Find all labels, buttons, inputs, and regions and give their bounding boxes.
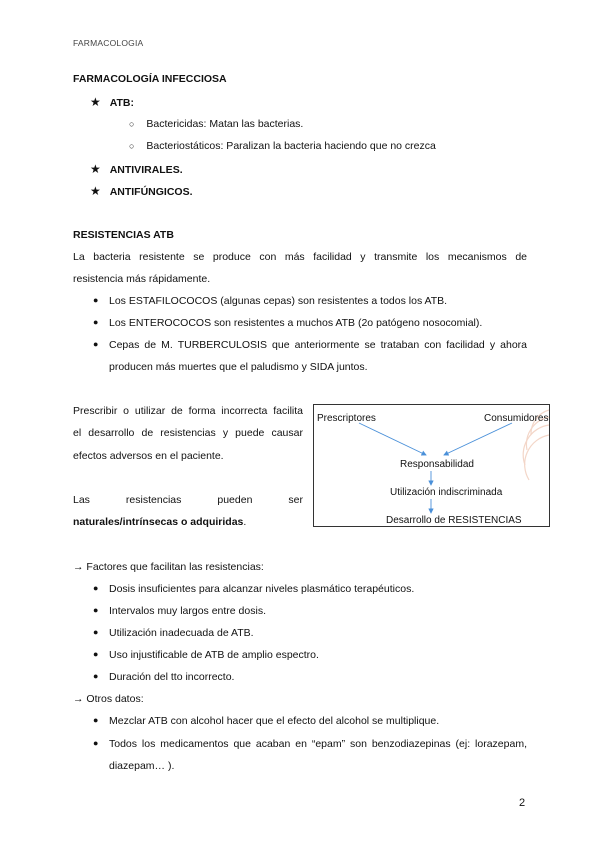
atb-item [90,95,134,109]
diagram-label-utilizacion: Utilización indiscriminada [390,487,503,498]
bullet-dot-icon: ● [93,738,99,748]
list-item [129,118,303,130]
paragraph-line: resistencia más rápidamente. [73,273,211,285]
list-item-text: Todos los medicamentos que acaban en “epam” son benzodiazepinas (ej: lorazepam, [109,738,527,750]
bullet-dot-icon: ● [93,671,99,681]
list-item-text: Cepas de M. TURBERCULOSIS que anteriormente se trataban con facilidad y ahora [109,339,527,351]
paragraph-line: La bacteria resistente se produce con más facilidad y transmite los mecanismos de [73,251,527,263]
antivirales-item [90,162,183,176]
list-item-text: producen más muertes que el paludismo y SIDA juntos. [109,361,368,373]
resistance-diagram [313,404,550,527]
list-item-text: Utilización inadecuada de ATB. [109,627,254,639]
page-number: 2 [519,797,526,809]
factores-heading: → Factores que facilitan las resistencias: [73,561,264,573]
side-text-line: Las resistencias pueden ser [73,494,303,506]
side-text-bold: naturales/intrínsecas o adquiridas [73,516,244,528]
arrow-consumidores [444,423,512,455]
section-title-resistencias: RESISTENCIAS ATB [73,229,174,241]
side-text-line [73,516,246,528]
bullet-dot-icon: ● [93,583,99,593]
antifungicos-item [90,184,193,198]
atb-label: ATB: [109,97,134,109]
section-title-farmacologia: FARMACOLOGÍA INFECCIOSA [73,73,227,85]
side-text-line: el desarrollo de resistencias y puede causar [73,427,303,439]
list-item-text: Bacteriostáticos: Paralizan la bacteria haciendo que no crezca [146,140,436,152]
star-bullet-icon: ★ [90,184,101,198]
list-item-text: Intervalos muy largos entre dosis. [109,605,266,617]
list-item-text: Duración del tto incorrecto. [109,671,235,683]
list-item-text: Los ESTAFILOCOCOS (algunas cepas) son resistentes a todos los ATB. [109,295,448,307]
list-item-text: Los ENTEROCOCOS son resistentes a muchos ATB (2o patógeno nosocomial). [109,317,483,329]
star-bullet-icon: ★ [90,95,101,109]
star-bullet-icon: ★ [90,162,101,176]
list-item [129,140,436,152]
bullet-dot-icon: ● [93,295,99,305]
page-header: FARMACOLOGIA [73,38,144,48]
bullet-dot-icon: ● [93,649,99,659]
circle-bullet-icon: ○ [129,141,135,151]
side-text-tail: . [243,516,247,528]
bullet-dot-icon: ● [93,605,99,615]
list-item-text: Uso injustificable de ATB de amplio espectro. [109,649,319,661]
bullet-dot-icon: ● [93,715,99,725]
bullet-dot-icon: ● [93,317,99,327]
bullet-dot-icon: ● [93,339,99,349]
diagram-label-desarrollo: Desarrollo de RESISTENCIAS [386,515,522,526]
list-item-text: diazepam… ). [109,760,175,772]
list-item-text: Bactericidas: Matan las bacterias. [146,118,304,130]
side-text-line: efectos adversos en el paciente. [73,450,224,462]
antivirales-label: ANTIVIRALES. [109,164,183,176]
list-item-text: Dosis insuficientes para alcanzar niveles plasmático terapéuticos. [109,583,415,595]
antifungicos-label: ANTIFÚNGICOS. [109,186,193,198]
diagram-label-responsabilidad: Responsabilidad [400,459,474,470]
arrow-prescriptores [359,423,426,455]
bullet-dot-icon: ● [93,627,99,637]
diagram-label-prescriptores: Prescriptores [317,413,376,424]
diagram-label-consumidores: Consumidores [484,413,549,424]
otros-heading: → Otros datos: [73,693,144,705]
side-text-line: Prescribir o utilizar de forma incorrecta facilita [73,405,303,417]
circle-bullet-icon: ○ [129,119,135,129]
list-item-text: Mezclar ATB con alcohol hacer que el efecto del alcohol se multiplique. [109,715,440,727]
